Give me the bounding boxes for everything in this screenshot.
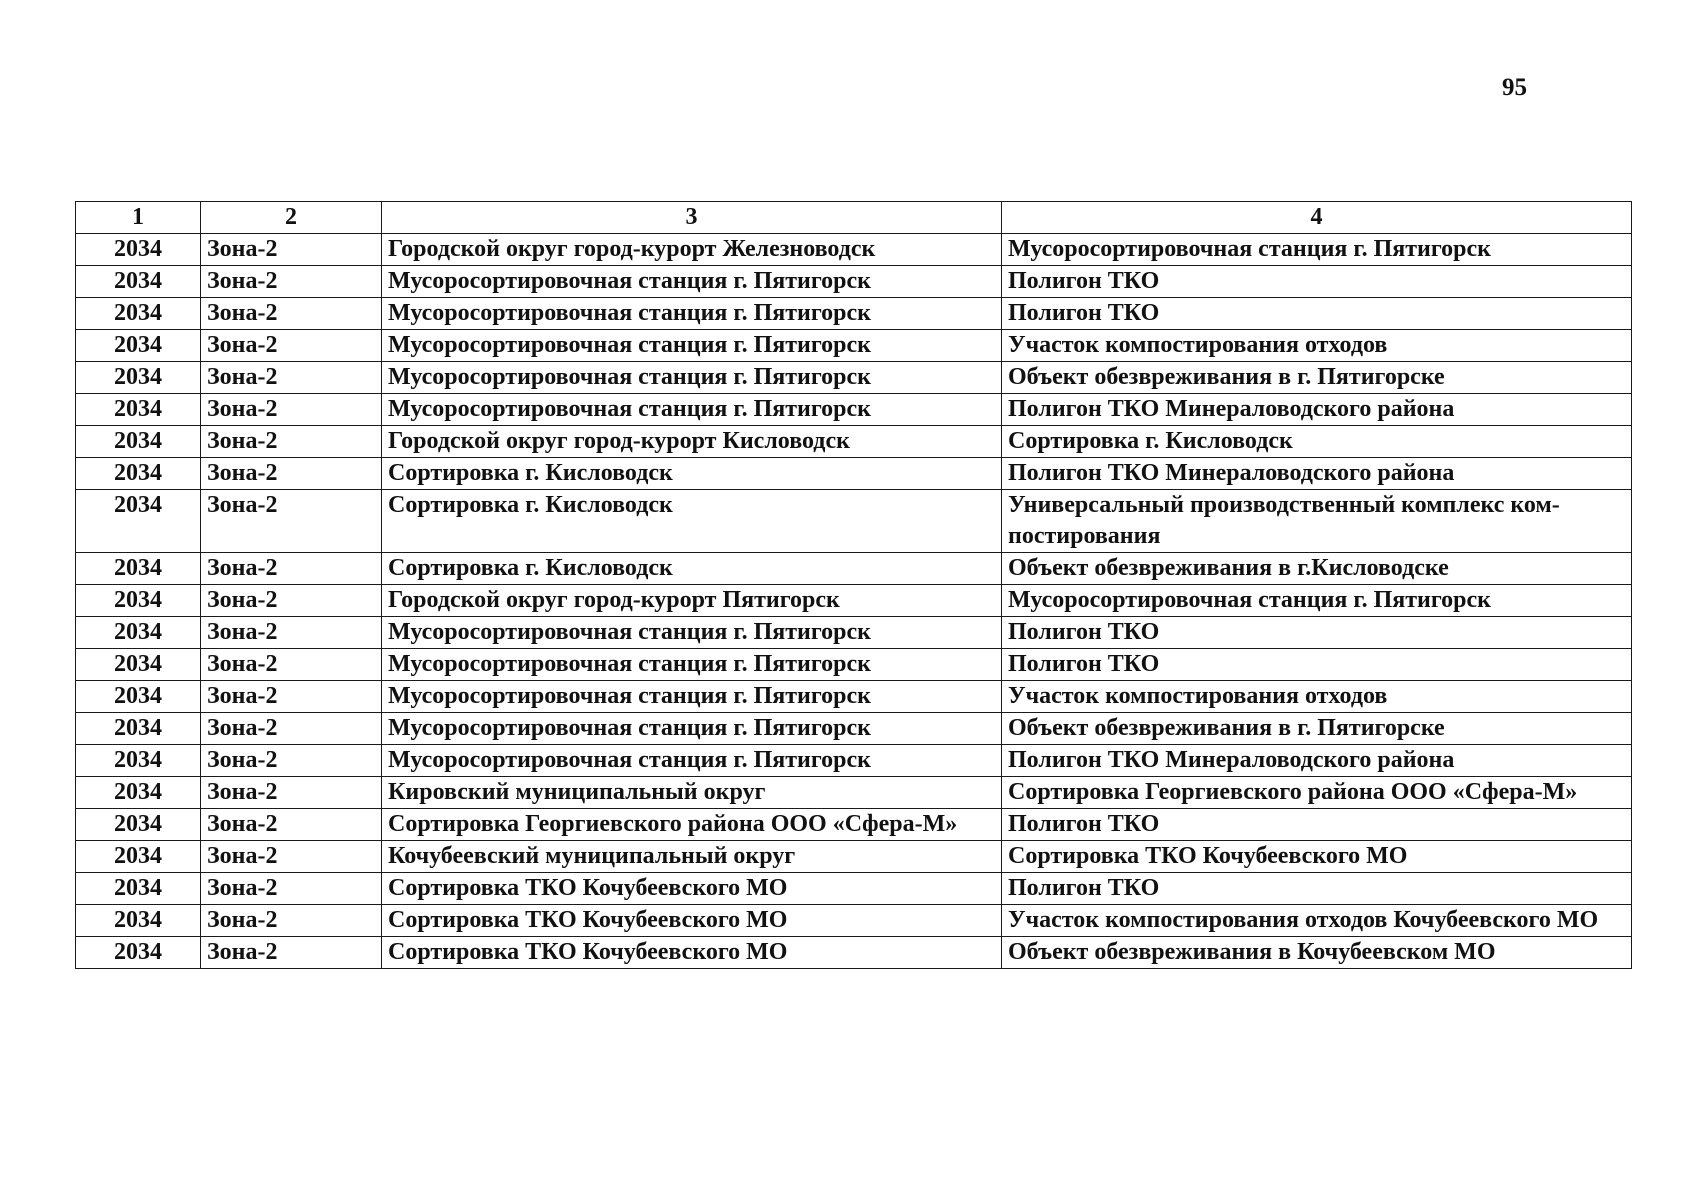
year-cell: 2034: [76, 937, 201, 969]
zone-cell: Зона-2: [201, 937, 382, 969]
zone-cell: Зона-2: [201, 905, 382, 937]
zone-cell: Зона-2: [201, 234, 382, 266]
destination-cell: Участок компостирования отходов Кочубеевского МО: [1002, 905, 1632, 937]
year-cell: 2034: [76, 553, 201, 585]
table-row: [76, 617, 1632, 649]
source-cell: Мусоросортировочная станция г. Пятигорск: [382, 394, 1002, 426]
zone-cell: Зона-2: [201, 681, 382, 713]
year-cell: 2034: [76, 777, 201, 809]
source-cell: Сортировка ТКО Кочубеевского МО: [382, 873, 1002, 905]
destination-cell: Объект обезвреживания в г. Пятигорске: [1002, 713, 1632, 745]
source-cell: Мусоросортировочная станция г. Пятигорск: [382, 649, 1002, 681]
page-number: 95: [1502, 74, 1527, 101]
destination-cell: Полигон ТКО Минераловодского района: [1002, 394, 1632, 426]
destination-cell: Мусоросортировочная станция г. Пятигорск: [1002, 234, 1632, 266]
column-header: 3: [382, 202, 1002, 234]
zone-cell: Зона-2: [201, 649, 382, 681]
destination-cell: Сортировка Георгиевского района ООО «Сфера-М»: [1002, 777, 1632, 809]
year-cell: 2034: [76, 841, 201, 873]
zone-cell: Зона-2: [201, 266, 382, 298]
destination-cell: Полигон ТКО: [1002, 809, 1632, 841]
table-body: [76, 202, 1632, 969]
year-cell: 2034: [76, 649, 201, 681]
source-cell: Мусоросортировочная станция г. Пятигорск: [382, 330, 1002, 362]
year-cell: 2034: [76, 873, 201, 905]
source-cell: Сортировка г. Кисловодск: [382, 553, 1002, 585]
year-cell: 2034: [76, 330, 201, 362]
table-row: [76, 905, 1632, 937]
table-row: [76, 681, 1632, 713]
year-cell: 2034: [76, 234, 201, 266]
column-header: 2: [201, 202, 382, 234]
source-cell: Мусоросортировочная станция г. Пятигорск: [382, 713, 1002, 745]
destination-cell: Участок компостирования отходов: [1002, 330, 1632, 362]
source-cell: Сортировка г. Кисловодск: [382, 458, 1002, 490]
zone-cell: Зона-2: [201, 777, 382, 809]
year-cell: 2034: [76, 426, 201, 458]
year-cell: 2034: [76, 298, 201, 330]
destination-cell: Участок компостирования отходов: [1002, 681, 1632, 713]
zone-cell: Зона-2: [201, 458, 382, 490]
year-cell: 2034: [76, 394, 201, 426]
destination-cell: Универсальный производственный комплекс ком-постирования: [1002, 490, 1632, 553]
year-cell: 2034: [76, 681, 201, 713]
destination-cell: Мусоросортировочная станция г. Пятигорск: [1002, 585, 1632, 617]
year-cell: 2034: [76, 745, 201, 777]
year-cell: 2034: [76, 617, 201, 649]
destination-cell: Полигон ТКО Минераловодского района: [1002, 745, 1632, 777]
source-cell: Мусоросортировочная станция г. Пятигорск: [382, 745, 1002, 777]
zone-cell: Зона-2: [201, 713, 382, 745]
table-row: [76, 809, 1632, 841]
year-cell: 2034: [76, 585, 201, 617]
zone-cell: Зона-2: [201, 809, 382, 841]
table-row: [76, 426, 1632, 458]
table-row: [76, 873, 1632, 905]
zone-cell: Зона-2: [201, 426, 382, 458]
year-cell: 2034: [76, 713, 201, 745]
destination-cell: Объект обезвреживания в г.Кисловодске: [1002, 553, 1632, 585]
year-cell: 2034: [76, 905, 201, 937]
zone-cell: Зона-2: [201, 841, 382, 873]
column-header: 4: [1002, 202, 1632, 234]
zone-cell: Зона-2: [201, 330, 382, 362]
destination-cell: Сортировка ТКО Кочубеевского МО: [1002, 841, 1632, 873]
table-row: [76, 585, 1632, 617]
destination-cell: Полигон ТКО: [1002, 873, 1632, 905]
table-row: [76, 298, 1632, 330]
table-row: [76, 777, 1632, 809]
destination-cell: Полигон ТКО: [1002, 649, 1632, 681]
zone-cell: Зона-2: [201, 585, 382, 617]
table-row: [76, 458, 1632, 490]
destination-cell: Полигон ТКО: [1002, 617, 1632, 649]
zone-cell: Зона-2: [201, 362, 382, 394]
table-row: [76, 713, 1632, 745]
zone-cell: Зона-2: [201, 617, 382, 649]
zone-cell: Зона-2: [201, 394, 382, 426]
source-cell: Сортировка ТКО Кочубеевского МО: [382, 905, 1002, 937]
table-row: [76, 234, 1632, 266]
table-row: [76, 745, 1632, 777]
table-row: [76, 553, 1632, 585]
year-cell: 2034: [76, 809, 201, 841]
source-cell: Городской округ город-курорт Пятигорск: [382, 585, 1002, 617]
zone-cell: Зона-2: [201, 553, 382, 585]
destination-cell: Полигон ТКО: [1002, 266, 1632, 298]
zone-cell: Зона-2: [201, 298, 382, 330]
year-cell: 2034: [76, 362, 201, 394]
table-row: [76, 937, 1632, 969]
source-cell: Кировский муниципальный округ: [382, 777, 1002, 809]
year-cell: 2034: [76, 266, 201, 298]
source-cell: Сортировка Георгиевского района ООО «Сфера-М»: [382, 809, 1002, 841]
table-header-row: [76, 202, 1632, 234]
table-row: [76, 362, 1632, 394]
table-row: [76, 330, 1632, 362]
source-cell: Сортировка г. Кисловодск: [382, 490, 1002, 553]
destination-cell: Полигон ТКО Минераловодского района: [1002, 458, 1632, 490]
table-row: [76, 266, 1632, 298]
zone-cell: Зона-2: [201, 490, 382, 553]
source-cell: Сортировка ТКО Кочубеевского МО: [382, 937, 1002, 969]
source-cell: Городской округ город-курорт Железноводск: [382, 234, 1002, 266]
source-cell: Городской округ город-курорт Кисловодск: [382, 426, 1002, 458]
zone-cell: Зона-2: [201, 745, 382, 777]
routing-table: [75, 201, 1632, 969]
table-row: [76, 649, 1632, 681]
column-header: 1: [76, 202, 201, 234]
table-row: [76, 841, 1632, 873]
zone-cell: Зона-2: [201, 873, 382, 905]
destination-cell: Полигон ТКО: [1002, 298, 1632, 330]
source-cell: Кочубеевский муниципальный округ: [382, 841, 1002, 873]
source-cell: Мусоросортировочная станция г. Пятигорск: [382, 266, 1002, 298]
destination-cell: Объект обезвреживания в Кочубеевском МО: [1002, 937, 1632, 969]
destination-cell: Сортировка г. Кисловодск: [1002, 426, 1632, 458]
year-cell: 2034: [76, 458, 201, 490]
year-cell: 2034: [76, 490, 201, 553]
source-cell: Мусоросортировочная станция г. Пятигорск: [382, 362, 1002, 394]
source-cell: Мусоросортировочная станция г. Пятигорск: [382, 298, 1002, 330]
table-row: [76, 490, 1632, 553]
table-row: [76, 394, 1632, 426]
destination-cell: Объект обезвреживания в г. Пятигорске: [1002, 362, 1632, 394]
source-cell: Мусоросортировочная станция г. Пятигорск: [382, 681, 1002, 713]
source-cell: Мусоросортировочная станция г. Пятигорск: [382, 617, 1002, 649]
